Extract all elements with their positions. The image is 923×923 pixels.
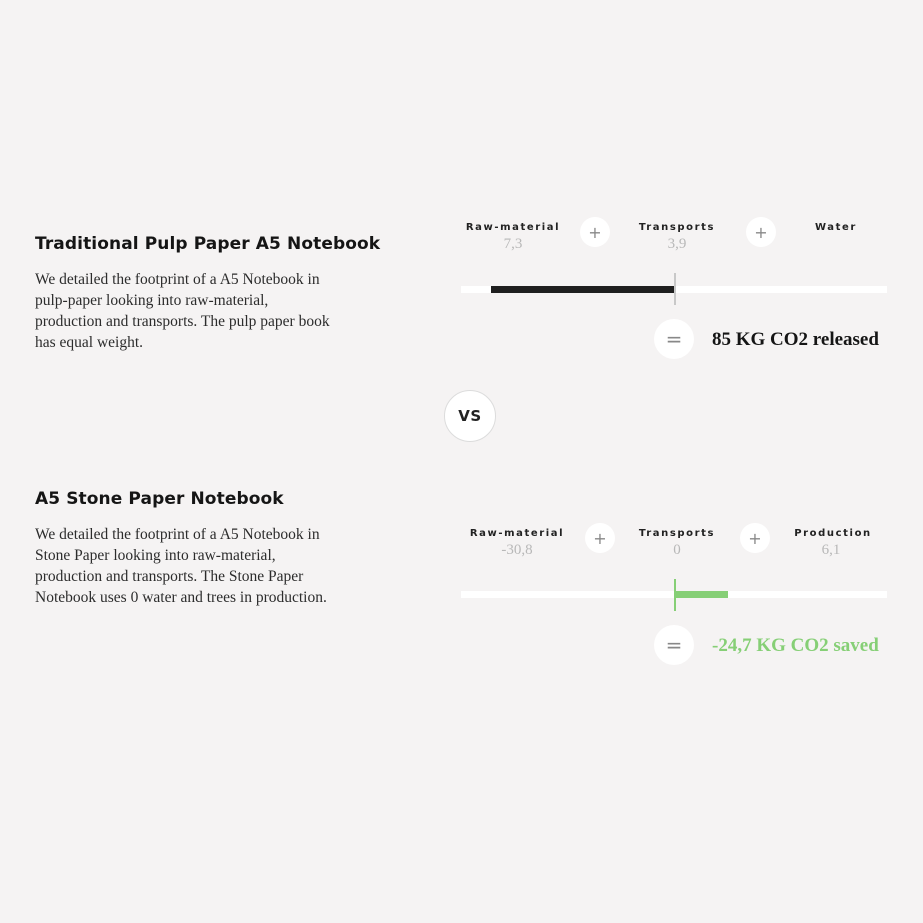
traditional-zero-marker — [674, 273, 676, 305]
plus-icon: + — [740, 523, 770, 553]
stone-stat-label-transports: Transports — [638, 528, 716, 539]
traditional-description: We detailed the footprint of a A5 Notebook in pulp-paper looking into raw-material, production and transports. The pulp paper book has equal weight. — [35, 271, 330, 351]
stone-stat-label-raw-material: Raw-material — [469, 528, 565, 539]
traditional-stat-label-raw-material: Raw-material — [465, 222, 561, 233]
traditional-bar-fill — [491, 286, 675, 293]
plus-icon: + — [585, 523, 615, 553]
vs-badge: VS — [444, 390, 496, 442]
stone-stat-label-production: Production — [794, 528, 872, 539]
plus-icon: + — [580, 217, 610, 247]
stone-zero-marker — [674, 579, 676, 611]
traditional-stat-value-transports: 3,9 — [667, 236, 687, 252]
stone-stat-value-raw-material: -30,8 — [501, 542, 533, 558]
stone-title: A5 Stone Paper Notebook — [35, 489, 284, 509]
equals-icon: = — [654, 319, 694, 359]
equals-icon: = — [654, 625, 694, 665]
stone-description: We detailed the footprint of a A5 Notebook in Stone Paper looking into raw-material, production and transports. The Stone Paper Notebook uses 0 water and trees in production. — [35, 526, 327, 606]
traditional-result: 85 KG CO2 released — [712, 329, 879, 350]
traditional-stat-label-water: Water — [815, 222, 857, 233]
stone-stat-value-production: 6,1 — [821, 542, 841, 558]
plus-icon: + — [746, 217, 776, 247]
traditional-title: Traditional Pulp Paper A5 Notebook — [35, 234, 381, 254]
stone-result: -24,7 KG CO2 saved — [712, 635, 879, 656]
stone-stat-value-transports: 0 — [673, 542, 681, 558]
traditional-stat-label-transports: Transports — [638, 222, 716, 233]
stone-bar-fill — [675, 591, 728, 598]
traditional-stat-value-raw-material: 7,3 — [503, 236, 523, 252]
